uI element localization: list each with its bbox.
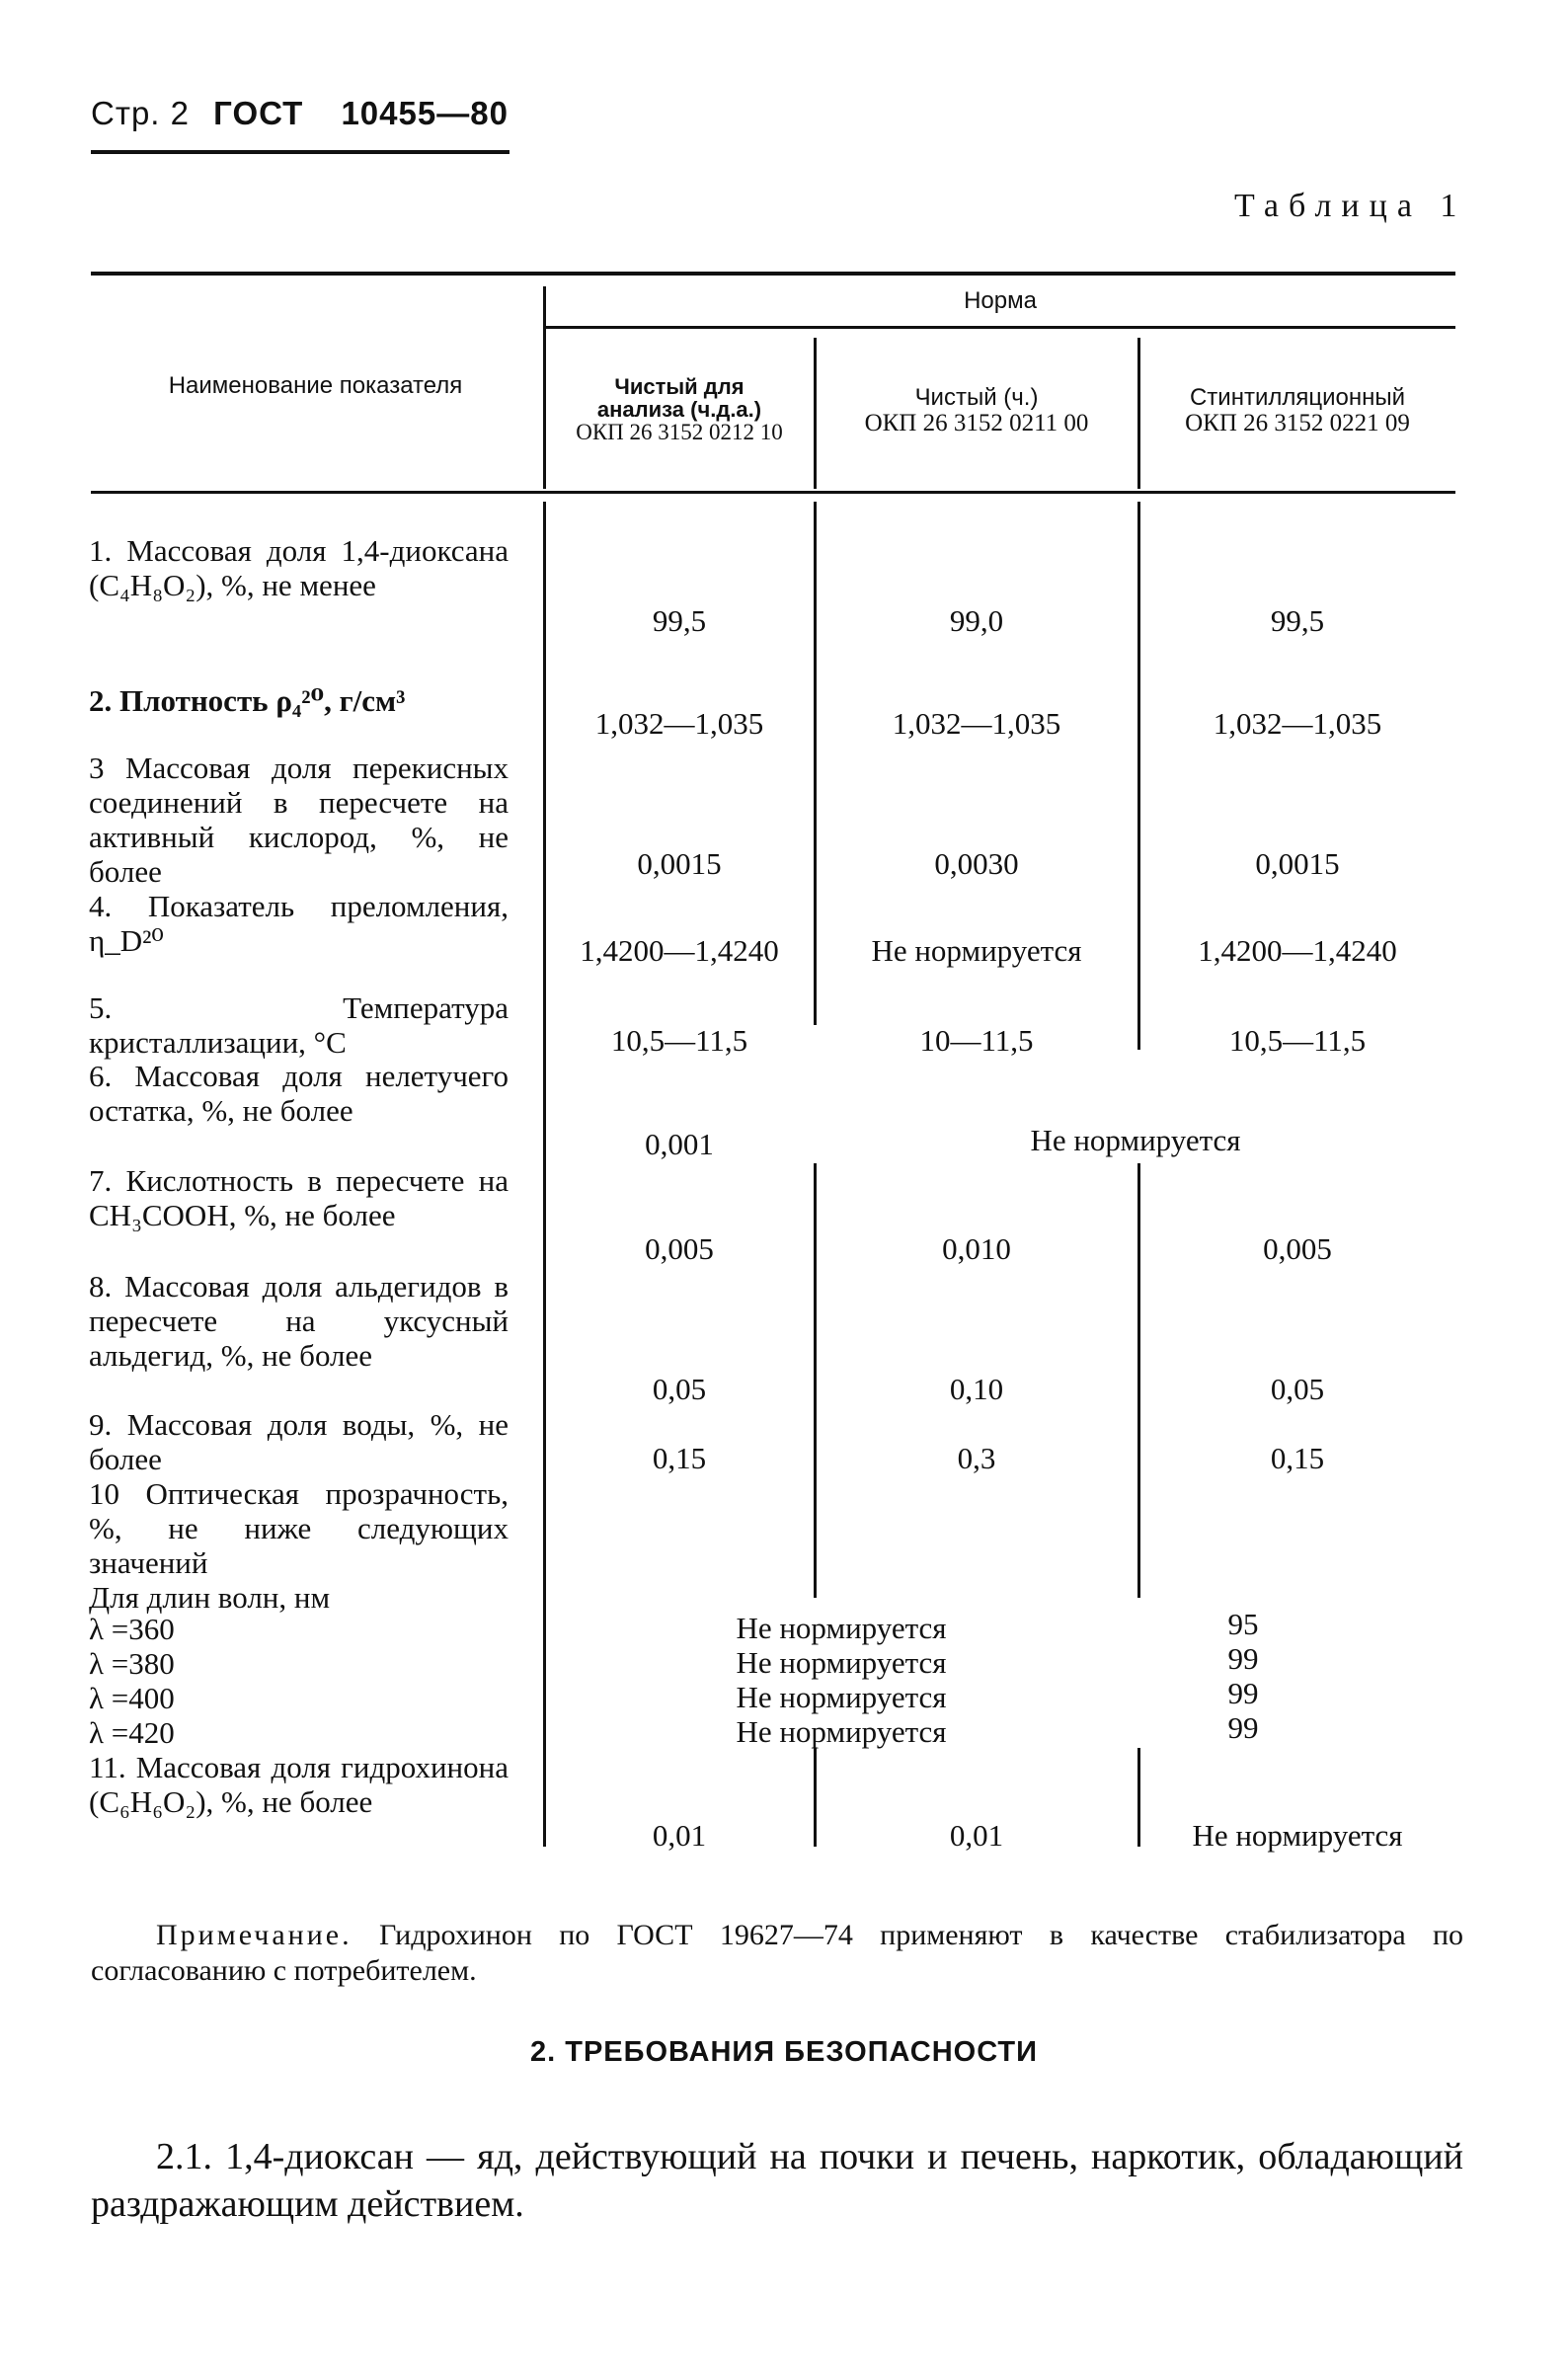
param-11 (89, 1750, 509, 1819)
r8-c3: 0,05 (1270, 1372, 1325, 1406)
col-label-ch: Чистый (ч.) (914, 384, 1039, 411)
param-11-text: 11. Массовая доля гидрохинона (C₆H₆O₂), %, не более (89, 1750, 509, 1819)
param-10 (89, 1476, 509, 1615)
param-8 (89, 1269, 509, 1373)
r1-c2: 99,0 (949, 603, 1004, 638)
page-header (91, 95, 509, 132)
r11-c2: 0,01 (949, 1818, 1004, 1853)
r9-c1: 0,15 (652, 1441, 707, 1475)
param-7 (89, 1163, 509, 1232)
col-header-scint (1141, 385, 1453, 436)
wave-400-c3: 99 (1227, 1676, 1259, 1710)
r8-c2: 0,10 (949, 1372, 1004, 1406)
r1-c1: 99,5 (652, 603, 707, 638)
param-10-subtitle: Для длин волн, нм (89, 1580, 331, 1615)
param-3 (89, 751, 509, 889)
standard-number: 10455—80 (341, 95, 509, 131)
wave-420-c3: 99 (1227, 1710, 1259, 1745)
col-header-ch (818, 385, 1136, 436)
r9-c2: 0,3 (957, 1441, 996, 1475)
r5-c2: 10—11,5 (919, 1023, 1034, 1058)
r2-c2: 1,032—1,035 (892, 706, 1061, 741)
r5-c3: 10,5—11,5 (1228, 1023, 1367, 1058)
param-3-text: 3 Массовая доля перекисных соединений в пересчете на активный кислород, %, не более (89, 751, 509, 889)
r2-c3: 1,032—1,035 (1213, 706, 1382, 741)
r11-c1: 0,01 (652, 1818, 707, 1853)
r5-c1: 10,5—11,5 (610, 1023, 748, 1058)
param-9-text: 9. Массовая доля воды, %, не более (89, 1407, 509, 1476)
param-6 (89, 1059, 509, 1128)
wave-380-label: λ =380 (89, 1646, 175, 1681)
body-vline-2c (814, 1748, 817, 1847)
wave-380-c12: Не нормируется (736, 1645, 947, 1680)
table-note (91, 1918, 1463, 1989)
r3-c3: 0,0015 (1255, 846, 1340, 881)
body-vline-3a (1137, 502, 1140, 1050)
wave-380-c3: 99 (1227, 1641, 1259, 1676)
r7-c2: 0,010 (942, 1231, 1011, 1266)
r4-c1: 1,4200—1,4240 (580, 933, 779, 968)
r3-c1: 0,0015 (637, 846, 722, 881)
standard-label: ГОСТ (213, 95, 304, 131)
r4-c2: Не нормируется (871, 933, 1082, 968)
col-header-chda (546, 375, 813, 443)
wave-360-c12: Не нормируется (736, 1611, 947, 1645)
r6-c1: 0,001 (645, 1127, 714, 1161)
wave-360-label: λ =360 (89, 1612, 175, 1646)
r6-c23: Не нормируется (1030, 1123, 1241, 1157)
body-vline-2a (814, 502, 817, 1025)
param-1-text: 1. Массовая доля 1,4-диоксана (C₄H₈O₂), %, не менее (89, 533, 509, 602)
section-paragraph: 2.1. 1,4-диоксан — яд, действующий на почки и печень, наркотик, обладающий раздражающим действием. (91, 2136, 1463, 2225)
col-code-ch: ОКП 26 3152 0211 00 (864, 410, 1089, 436)
r7-c3: 0,005 (1263, 1231, 1332, 1266)
header-bottom-rule (91, 491, 1455, 494)
r1-c3: 99,5 (1270, 603, 1325, 638)
table-caption: Таблица 1 (1234, 188, 1467, 224)
param-6-text: 6. Массовая доля нелетучего остатка, %, не более (89, 1059, 509, 1128)
param-5 (89, 990, 509, 1060)
r7-c1: 0,005 (645, 1231, 714, 1266)
header-vline-3 (1137, 338, 1140, 489)
r4-c3: 1,4200—1,4240 (1198, 933, 1397, 968)
param-8-text: 8. Массовая доля альдегидов в пересчете на уксусный альдегид, %, не более (89, 1269, 509, 1373)
norm-header: Норма (964, 287, 1037, 314)
param-9 (89, 1407, 509, 1476)
body-vline-3b (1137, 1163, 1140, 1598)
col-code-chda: ОКП 26 3152 0212 10 (576, 420, 783, 444)
col-code-scint: ОКП 26 3152 0221 09 (1185, 410, 1410, 436)
param-7-text: 7. Кислотность в пересчете на CH₃COOH, %, не более (89, 1163, 509, 1232)
r8-c1: 0,05 (652, 1372, 707, 1406)
table-top-rule (91, 272, 1455, 276)
r3-c2: 0,0030 (934, 846, 1019, 881)
section-title: 2. ТРЕБОВАНИЯ БЕЗОПАСНОСТИ (530, 2036, 1038, 2068)
note-label: Примечание. (156, 1919, 353, 1951)
wave-400-c12: Не нормируется (736, 1680, 947, 1714)
wave-420-c12: Не нормируется (736, 1714, 947, 1749)
param-2-text: 2. Плотность ρ₄²⁰, г/см³ (89, 683, 406, 718)
param-1 (89, 533, 509, 602)
col-name-header: Наименование показателя (168, 372, 463, 399)
param-10-text: 10 Оптическая прозрачность, %, не ниже следующих значений (89, 1476, 509, 1580)
col-label-chda: Чистый для анализа (ч.д.а.) (596, 374, 762, 422)
header-vline-2 (814, 338, 817, 489)
col-label-scint: Стинтилляционный (1189, 384, 1406, 411)
r11-c3: Не нормируется (1192, 1818, 1403, 1853)
norm-underline (545, 326, 1455, 329)
body-vline-3c (1137, 1748, 1140, 1847)
param-5-text: 5. Температура кристаллизации, °С (89, 990, 509, 1060)
page-number: Стр. 2 (91, 95, 190, 131)
param-4-text: 4. Показатель преломления, η_D²⁰ (89, 889, 509, 958)
wave-400-label: λ =400 (89, 1681, 175, 1715)
wave-360-c3: 95 (1227, 1607, 1259, 1641)
wave-420-label: λ =420 (89, 1715, 175, 1750)
r9-c3: 0,15 (1270, 1441, 1325, 1475)
note-text: Гидрохинон по ГОСТ 19627—74 применяют в качестве стабилизатора по согласованию с потребителем. (91, 1919, 1464, 1987)
param-4 (89, 889, 509, 958)
body-vline-2b (814, 1163, 817, 1598)
param-2 (89, 683, 509, 718)
r2-c1: 1,032—1,035 (594, 706, 764, 741)
header-rule (91, 150, 510, 154)
